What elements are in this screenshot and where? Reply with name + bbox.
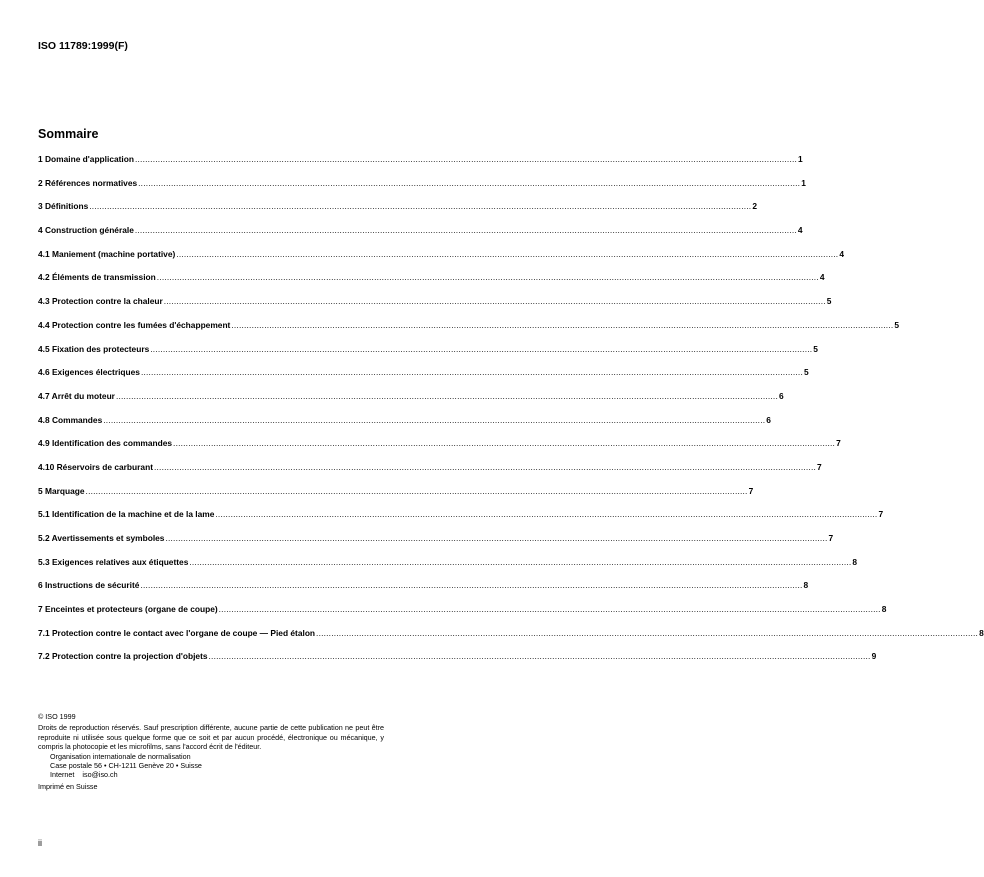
- toc-entry-page: 8: [979, 627, 984, 638]
- toc-entry-title: 7.1 Protection contre le contact avec l'organe de coupe — Pied étalon: [38, 627, 316, 638]
- toc-entry-title: 4.8 Commandes: [38, 414, 103, 425]
- toc-entry-page: 8: [803, 580, 809, 591]
- toc-entry[interactable]: [38, 225, 803, 249]
- toc-dot-leader: ......................................................................................................................................................................................................................................................................: [208, 651, 871, 662]
- toc-heading: Sommaire: [38, 127, 99, 141]
- toc-entry-page: 2: [752, 201, 757, 212]
- toc-entry-title: 7 Enceintes et protecteurs (organe de coupe): [38, 604, 218, 615]
- toc-entry-page: 4: [819, 272, 825, 283]
- toc-entry-page: 1: [801, 177, 806, 188]
- toc-entry[interactable]: [38, 556, 858, 581]
- toc-dot-leader: ......................................................................................................................................................................................................................................................................: [153, 461, 817, 472]
- toc-dot-leader: ......................................................................................................................................................................................................................................................................: [138, 177, 801, 188]
- toc-entry-page: 7: [817, 461, 822, 472]
- toc-entry-title: 1 Domaine d'application: [38, 154, 134, 164]
- toc-entry-page: 9: [871, 651, 877, 662]
- toc-dot-leader: ......................................................................................................................................................................................................................................................................: [176, 248, 839, 259]
- toc-dot-leader: ......................................................................................................................................................................................................................................................................: [140, 580, 803, 591]
- toc-entry[interactable]: [38, 177, 806, 202]
- toc-entry-title: 2 Références normatives: [38, 177, 138, 188]
- toc-entry-title: 5 Marquage: [38, 485, 85, 496]
- toc-dot-leader: ......................................................................................................................................................................................................................................................................: [316, 627, 979, 638]
- toc-dot-leader: ......................................................................................................................................................................................................................................................................: [215, 509, 878, 520]
- toc-dot-leader: ......................................................................................................................................................................................................................................................................: [140, 367, 803, 378]
- toc-entry-title: 4.5 Fixation des protecteurs: [38, 343, 150, 354]
- toc-entry-title: 4.3 Protection contre la chaleur: [38, 296, 163, 307]
- toc-entry-page: 8: [881, 604, 887, 615]
- toc-entry[interactable]: [38, 272, 825, 296]
- toc-entry-page: 6: [766, 414, 771, 425]
- toc-entry-title: 4.4 Protection contre les fumées d'échappement: [38, 319, 231, 330]
- rights-text: Droits de reproduction réservés. Sauf prescription différente, aucune partie de cette publication ne peut être reproduite ni utilisée sous quelque forme que ce soit et par aucun procédé, électronique ou mécanique, y compris la photocopie et les microfilms, sans l'accord écrit de l'éditeur.: [38, 723, 384, 752]
- toc-dot-leader: ......................................................................................................................................................................................................................................................................: [218, 604, 881, 615]
- toc-entry-title: 4.10 Réservoirs de carburant: [38, 461, 153, 472]
- toc-entry-title: 4.6 Exigences électriques: [38, 367, 140, 378]
- toc-entry[interactable]: [38, 201, 757, 225]
- toc-entry[interactable]: [38, 580, 809, 604]
- toc-dot-leader: ......................................................................................................................................................................................................................................................................: [173, 438, 836, 449]
- toc-entry[interactable]: [38, 390, 784, 415]
- toc-entry-title: 4.9 Identification des commandes: [38, 438, 173, 449]
- org-name: Organisation internationale de normalisation: [50, 751, 191, 761]
- toc-dot-leader: ......................................................................................................................................................................................................................................................................: [89, 201, 752, 212]
- toc-entry-title: 4.7 Arrêt du moteur: [38, 390, 115, 401]
- toc-dot-leader: ......................................................................................................................................................................................................................................................................: [115, 390, 778, 401]
- page-number: ii: [38, 838, 42, 848]
- toc-entry-page: 7: [748, 485, 754, 496]
- toc-entry-title: 4.1 Maniement (machine portative): [38, 248, 176, 259]
- toc-dot-leader: ......................................................................................................................................................................................................................................................................: [163, 296, 826, 307]
- toc-entry-page: 7: [828, 533, 834, 543]
- toc-entry[interactable]: [38, 627, 984, 652]
- copyright-notice: [38, 712, 384, 791]
- toc-entry-page: 5: [804, 367, 809, 378]
- toc-entry[interactable]: [38, 485, 754, 510]
- toc-entry[interactable]: [38, 651, 877, 675]
- toc-entry-page: 4: [797, 225, 803, 236]
- toc-dot-leader: ......................................................................................................................................................................................................................................................................: [156, 272, 819, 283]
- toc-entry-page: 7: [878, 509, 884, 520]
- toc-entry[interactable]: [38, 319, 900, 344]
- toc-entry[interactable]: [38, 509, 884, 533]
- toc-entry-page: 8: [852, 556, 858, 567]
- toc-entry[interactable]: [38, 248, 845, 273]
- toc-dot-leader: ......................................................................................................................................................................................................................................................................: [85, 485, 748, 496]
- toc-dot-leader: ......................................................................................................................................................................................................................................................................: [189, 556, 852, 567]
- toc-entry-page: 5: [826, 296, 832, 307]
- toc-dot-leader: ......................................................................................................................................................................................................................................................................: [103, 414, 766, 425]
- toc-entry[interactable]: [38, 296, 832, 320]
- internet-label: Internet: [50, 770, 75, 780]
- toc-entry[interactable]: [38, 438, 841, 462]
- toc-dot-leader: ......................................................................................................................................................................................................................................................................: [165, 533, 828, 543]
- table-of-contents: [38, 154, 984, 675]
- toc-entry-page: 5: [894, 319, 900, 330]
- toc-entry-page: 4: [839, 248, 845, 259]
- toc-dot-leader: ......................................................................................................................................................................................................................................................................: [135, 154, 798, 164]
- toc-entry-title: 5.2 Avertissements et symboles: [38, 533, 165, 543]
- toc-entry-page: 1: [798, 154, 803, 164]
- toc-entry-title: 6 Instructions de sécurité: [38, 580, 140, 591]
- toc-entry-title: 3 Définitions: [38, 201, 89, 212]
- toc-entry-page: 5: [813, 343, 818, 354]
- toc-entry-title: 7.2 Protection contre la projection d'objets: [38, 651, 208, 662]
- toc-entry-title: 5.1 Identification de la machine et de la lame: [38, 509, 215, 520]
- toc-entry[interactable]: [38, 343, 818, 368]
- copyright-line: © ISO 1999: [38, 712, 76, 721]
- toc-entry[interactable]: [38, 154, 803, 178]
- toc-entry-title: 4.2 Éléments de transmission: [38, 272, 156, 283]
- internet-email[interactable]: iso@iso.ch: [82, 770, 118, 780]
- toc-dot-leader: ......................................................................................................................................................................................................................................................................: [134, 225, 797, 236]
- toc-entry-title: 4 Construction générale: [38, 225, 134, 236]
- toc-entry-title: 5.3 Exigences relatives aux étiquettes: [38, 556, 189, 567]
- toc-entry-page: 7: [836, 438, 841, 449]
- toc-entry[interactable]: [38, 604, 887, 628]
- toc-entry[interactable]: [38, 414, 771, 439]
- org-internet: [38, 770, 384, 779]
- toc-dot-leader: ......................................................................................................................................................................................................................................................................: [150, 343, 813, 354]
- document-id-header: ISO 11789:1999(F): [38, 40, 128, 52]
- printed-in: Imprimé en Suisse: [38, 781, 98, 791]
- org-address: Case postale 56 • CH-1211 Genève 20 • Suisse: [50, 761, 202, 771]
- toc-entry[interactable]: [38, 461, 822, 486]
- toc-entry[interactable]: [38, 367, 809, 391]
- toc-entry[interactable]: [38, 533, 834, 557]
- toc-entry-page: 6: [779, 390, 784, 401]
- toc-dot-leader: ......................................................................................................................................................................................................................................................................: [231, 319, 894, 330]
